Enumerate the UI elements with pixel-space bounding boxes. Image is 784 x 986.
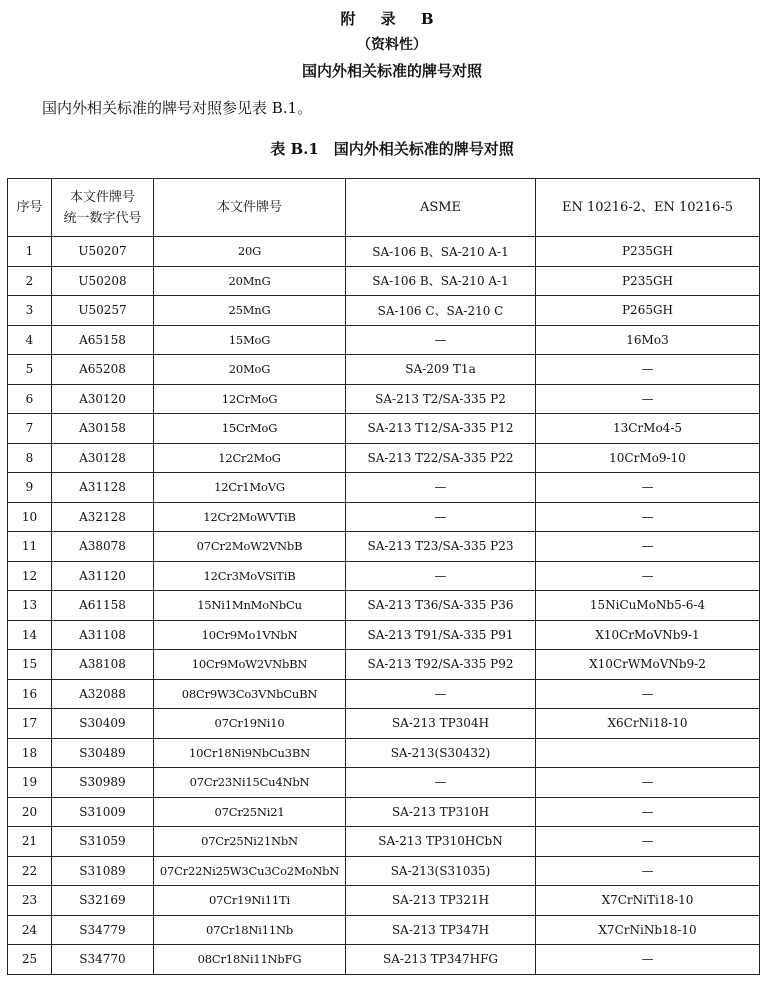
cell-en: — [536, 856, 760, 886]
header-en: EN 10216-2、EN 10216-5 [536, 179, 760, 237]
table-row [8, 414, 760, 444]
cell-en: — [536, 827, 760, 857]
table-row [8, 237, 760, 267]
cell-seq: 15 [8, 650, 52, 680]
cell-asme: — [346, 679, 536, 709]
cell-grade: 07Cr19Ni10 [154, 709, 346, 739]
cell-asme: SA-213 T91/SA-335 P91 [346, 620, 536, 650]
cell-unified-code: U50207 [52, 237, 154, 267]
cell-en: 10CrMo9-10 [536, 443, 760, 473]
cell-grade: 15Ni1MnMoNbCu [154, 591, 346, 621]
table-row [8, 561, 760, 591]
cell-unified-code: A32128 [52, 502, 154, 532]
cell-grade: 20G [154, 237, 346, 267]
table-row [8, 620, 760, 650]
table-row [8, 384, 760, 414]
cell-grade: 07Cr22Ni25W3Cu3Co2MoNbN [154, 856, 346, 886]
table-row [8, 473, 760, 503]
cell-en: 15NiCuMoNb5-6-4 [536, 591, 760, 621]
cell-grade: 20MnG [154, 266, 346, 296]
cell-en: P235GH [536, 266, 760, 296]
cell-unified-code: S30489 [52, 738, 154, 768]
cell-en: — [536, 355, 760, 385]
cell-asme: SA-213 T22/SA-335 P22 [346, 443, 536, 473]
cell-grade: 07Cr18Ni11Nb [154, 915, 346, 945]
cell-seq: 2 [8, 266, 52, 296]
cell-seq: 4 [8, 325, 52, 355]
table-row [8, 886, 760, 916]
cell-seq: 24 [8, 915, 52, 945]
cell-grade: 08Cr18Ni11NbFG [154, 945, 346, 975]
cell-unified-code: A65208 [52, 355, 154, 385]
cell-en: — [536, 561, 760, 591]
table-row [8, 738, 760, 768]
cell-en: — [536, 797, 760, 827]
table-row [8, 266, 760, 296]
cell-seq: 10 [8, 502, 52, 532]
cell-en: X7CrNiNb18-10 [536, 915, 760, 945]
cell-unified-code: A31108 [52, 620, 154, 650]
cell-en: — [536, 768, 760, 798]
cell-unified-code: S31009 [52, 797, 154, 827]
table-row [8, 679, 760, 709]
cell-unified-code: A30128 [52, 443, 154, 473]
cell-unified-code: A65158 [52, 325, 154, 355]
appendix-subtitle: 国内外相关标准的牌号对照 [301, 62, 482, 80]
cell-asme: SA-213 TP310H [346, 797, 536, 827]
table-caption: 表 B.1 国内外相关标准的牌号对照 [270, 140, 514, 158]
cell-unified-code: S34770 [52, 945, 154, 975]
cell-asme: SA-213 T36/SA-335 P36 [346, 591, 536, 621]
cell-en: — [536, 532, 760, 562]
cell-seq: 21 [8, 827, 52, 857]
cell-asme: — [346, 325, 536, 355]
cell-seq: 11 [8, 532, 52, 562]
table-row [8, 915, 760, 945]
cell-unified-code: A61158 [52, 591, 154, 621]
cell-seq: 23 [8, 886, 52, 916]
cell-asme: SA-106 B、SA-210 A-1 [346, 237, 536, 267]
cell-grade: 12Cr3MoVSiTiB [154, 561, 346, 591]
cell-unified-code: A32088 [52, 679, 154, 709]
header-grade: 本文件牌号 [154, 179, 346, 237]
cell-seq: 25 [8, 945, 52, 975]
cell-seq: 6 [8, 384, 52, 414]
cell-grade: 07Cr25Ni21NbN [154, 827, 346, 857]
cell-unified-code: S31059 [52, 827, 154, 857]
cell-en: — [536, 502, 760, 532]
cell-seq: 19 [8, 768, 52, 798]
cell-unified-code: S32169 [52, 886, 154, 916]
cell-grade: 25MnG [154, 296, 346, 326]
cell-en: P265GH [536, 296, 760, 326]
cell-asme: SA-209 T1a [346, 355, 536, 385]
cell-unified-code: U50208 [52, 266, 154, 296]
cell-grade: 15CrMoG [154, 414, 346, 444]
cell-en: X10CrWMoVNb9-2 [536, 650, 760, 680]
cell-grade: 12Cr2MoG [154, 443, 346, 473]
table-row [8, 797, 760, 827]
cell-unified-code: A30120 [52, 384, 154, 414]
cell-en: — [536, 945, 760, 975]
cell-unified-code: S31089 [52, 856, 154, 886]
table-row [8, 591, 760, 621]
cell-unified-code: S30409 [52, 709, 154, 739]
cell-seq: 13 [8, 591, 52, 621]
cell-grade: 12Cr1MoVG [154, 473, 346, 503]
cell-grade: 07Cr25Ni21 [154, 797, 346, 827]
cell-en: X6CrNi18-10 [536, 709, 760, 739]
table-row [8, 325, 760, 355]
appendix-nature: （资料性） [357, 37, 427, 53]
cell-grade: 08Cr9W3Co3VNbCuBN [154, 679, 346, 709]
cell-grade: 10Cr9Mo1VNbN [154, 620, 346, 650]
cell-asme: — [346, 473, 536, 503]
cell-asme: SA-213 TP347H [346, 915, 536, 945]
cell-seq: 14 [8, 620, 52, 650]
table-header [8, 179, 760, 237]
cell-grade: 12Cr2MoWVTiB [154, 502, 346, 532]
cell-grade: 10Cr9MoW2VNbBN [154, 650, 346, 680]
cell-seq: 9 [8, 473, 52, 503]
cell-grade: 15MoG [154, 325, 346, 355]
table-row [8, 296, 760, 326]
cell-asme: SA-106 C、SA-210 C [346, 296, 536, 326]
cell-asme: — [346, 768, 536, 798]
table-row [8, 502, 760, 532]
cell-en: P235GH [536, 237, 760, 267]
header-unified-code [52, 179, 154, 237]
table-row [8, 856, 760, 886]
cell-unified-code: U50257 [52, 296, 154, 326]
cell-en: 16Mo3 [536, 325, 760, 355]
header-asme: ASME [346, 179, 536, 237]
cell-grade: 10Cr18Ni9NbCu3BN [154, 738, 346, 768]
cell-grade: 07Cr23Ni15Cu4NbN [154, 768, 346, 798]
cell-asme: SA-213(S31035) [346, 856, 536, 886]
table-row [8, 709, 760, 739]
cell-unified-code: A38078 [52, 532, 154, 562]
table-row [8, 945, 760, 975]
cell-asme: SA-213(S30432) [346, 738, 536, 768]
table-row [8, 532, 760, 562]
grade-comparison-table [7, 178, 760, 975]
cell-asme: SA-213 T92/SA-335 P92 [346, 650, 536, 680]
cell-en: X10CrMoVNb9-1 [536, 620, 760, 650]
table-row [8, 443, 760, 473]
table-row [8, 768, 760, 798]
cell-seq: 16 [8, 679, 52, 709]
cell-asme: — [346, 561, 536, 591]
cell-asme: SA-213 T23/SA-335 P23 [346, 532, 536, 562]
cell-asme: SA-213 TP310HCbN [346, 827, 536, 857]
cell-seq: 22 [8, 856, 52, 886]
cell-seq: 17 [8, 709, 52, 739]
cell-unified-code: A31120 [52, 561, 154, 591]
cell-asme: SA-213 TP304H [346, 709, 536, 739]
cell-grade: 12CrMoG [154, 384, 346, 414]
intro-paragraph: 国内外相关标准的牌号对照参见表 B.1。 [42, 99, 313, 117]
cell-en: 13CrMo4-5 [536, 414, 760, 444]
cell-asme: SA-213 TP347HFG [346, 945, 536, 975]
header-unified-code-line1: 本文件牌号 [69, 189, 135, 205]
cell-seq: 5 [8, 355, 52, 385]
header-row [8, 179, 760, 237]
cell-en: — [536, 679, 760, 709]
cell-en: — [536, 384, 760, 414]
cell-seq: 12 [8, 561, 52, 591]
cell-grade: 20MoG [154, 355, 346, 385]
cell-unified-code: A38108 [52, 650, 154, 680]
table-body [8, 237, 760, 975]
cell-unified-code: S34779 [52, 915, 154, 945]
header-seq: 序号 [8, 179, 52, 237]
cell-en: — [536, 473, 760, 503]
cell-seq: 1 [8, 237, 52, 267]
cell-seq: 18 [8, 738, 52, 768]
cell-seq: 7 [8, 414, 52, 444]
cell-grade: 07Cr2MoW2VNbB [154, 532, 346, 562]
header-unified-code-line2: 统一数字代号 [63, 210, 142, 226]
cell-seq: 20 [8, 797, 52, 827]
cell-unified-code: S30989 [52, 768, 154, 798]
table-row [8, 355, 760, 385]
cell-seq: 8 [8, 443, 52, 473]
cell-asme: SA-213 TP321H [346, 886, 536, 916]
cell-unified-code: A31128 [52, 473, 154, 503]
appendix-title: 附 录 B [340, 10, 444, 28]
cell-asme: SA-106 B、SA-210 A-1 [346, 266, 536, 296]
cell-asme: SA-213 T12/SA-335 P12 [346, 414, 536, 444]
cell-grade: 07Cr19Ni11Ti [154, 886, 346, 916]
table-row [8, 827, 760, 857]
cell-en [536, 738, 760, 768]
cell-unified-code: A30158 [52, 414, 154, 444]
cell-en: X7CrNiTi18-10 [536, 886, 760, 916]
cell-asme: — [346, 502, 536, 532]
table-row [8, 650, 760, 680]
cell-asme: SA-213 T2/SA-335 P2 [346, 384, 536, 414]
cell-seq: 3 [8, 296, 52, 326]
